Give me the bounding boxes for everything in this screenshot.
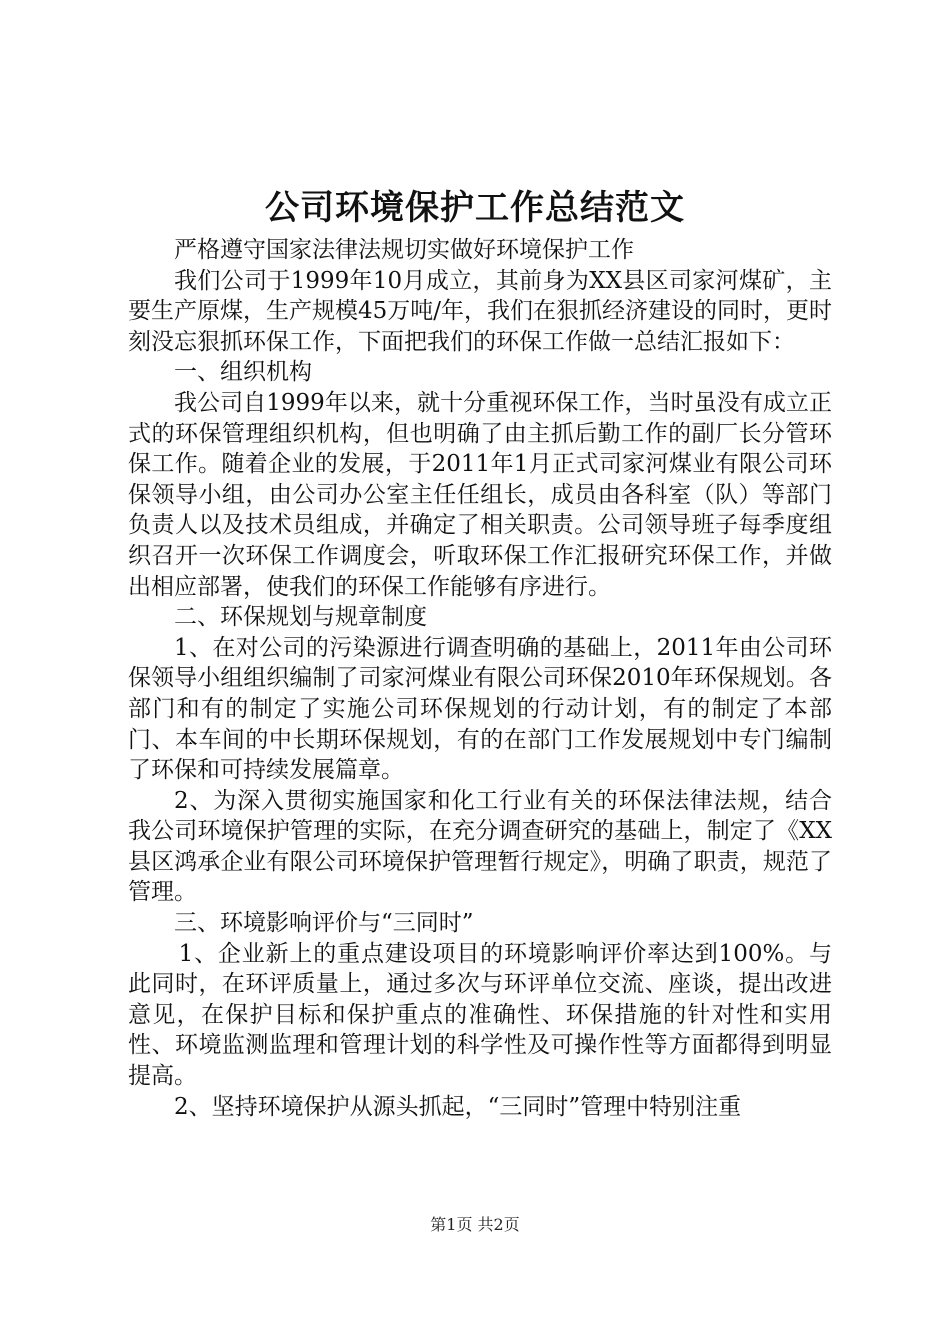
section-heading-organization: 一、组织机构 — [174, 359, 312, 386]
paragraph-planning-1: 1、在对公司的污染源进行调查明确的基础上，2011年由公司环保领导小组组织编制了司家河煤业有限公司环保2010年环保规划。各部门和有的制定了实施公司环保规划的行动计划，有的制定了本部门、本车间的中长期环保规划，有的在部门工作发展规划中专门编制了环保和可持续发展篇章。 — [128, 634, 832, 784]
section-heading-planning: 二、环保规划与规章制度 — [174, 604, 427, 631]
paragraph-eia-2: 2、坚持环境保护从源头抓起，“三同时”管理中特别注重 — [174, 1093, 742, 1120]
section-heading-eia: 三、环境影响评价与“三同时” — [174, 910, 474, 937]
paragraph-intro: 我们公司于1999年10月成立，其前身为XX县区司家河煤矿，主要生产原煤，生产规模45万吨/年，我们在狠抓经济建设的同时，更时刻没忘狠抓环保工作，下面把我们的环保工作做一总结汇报如下： — [128, 267, 833, 355]
paragraph-eia-1: 1、企业新上的重点建设项目的环境影响评价率达到100%。与此同时，在环评质量上，通过多次与环评单位交流、座谈，提出改进意见，在保护目标和保护重点的准确性、环保措施的针对性和实用性、环境监测监理和管理计划的科学性及可操作性等方面都得到明显提高。 — [128, 940, 832, 1090]
document-body — [128, 235, 832, 1122]
paragraph-organization: 我公司自1999年以来，就十分重视环保工作，当时虽没有成立正式的环保管理组织机构，但也明确了由主抓后勤工作的副厂长分管环保工作。随着企业的发展，于2011年1月正式司家河煤业有限公司环保领导小组，由公司办公室主任任组长，成员由各科室（队）等部门负责人以及技术员组成，并确定了相关职责。公司领导班子每季度组织召开一次环保工作调度会，听取环保工作汇报研究环保工作，并做出相应部署，使我们的环保工作能够有序进行。 — [128, 389, 832, 600]
paragraph-planning-2: 2、为深入贯彻实施国家和化工行业有关的环保法律法规，结合我公司环境保护管理的实际，在充分调查研究的基础上，制定了《XX县区鸿承企业有限公司环境保护管理暂行规定》，明确了职责，规范了管理。 — [128, 787, 832, 906]
paragraph-subtitle: 严格遵守国家法律法规切实做好环境保护工作 — [174, 237, 634, 263]
page-footer: 第1页 共2页 — [430, 1215, 520, 1234]
document-title: 公司环境保护工作总结范文 — [265, 188, 685, 228]
